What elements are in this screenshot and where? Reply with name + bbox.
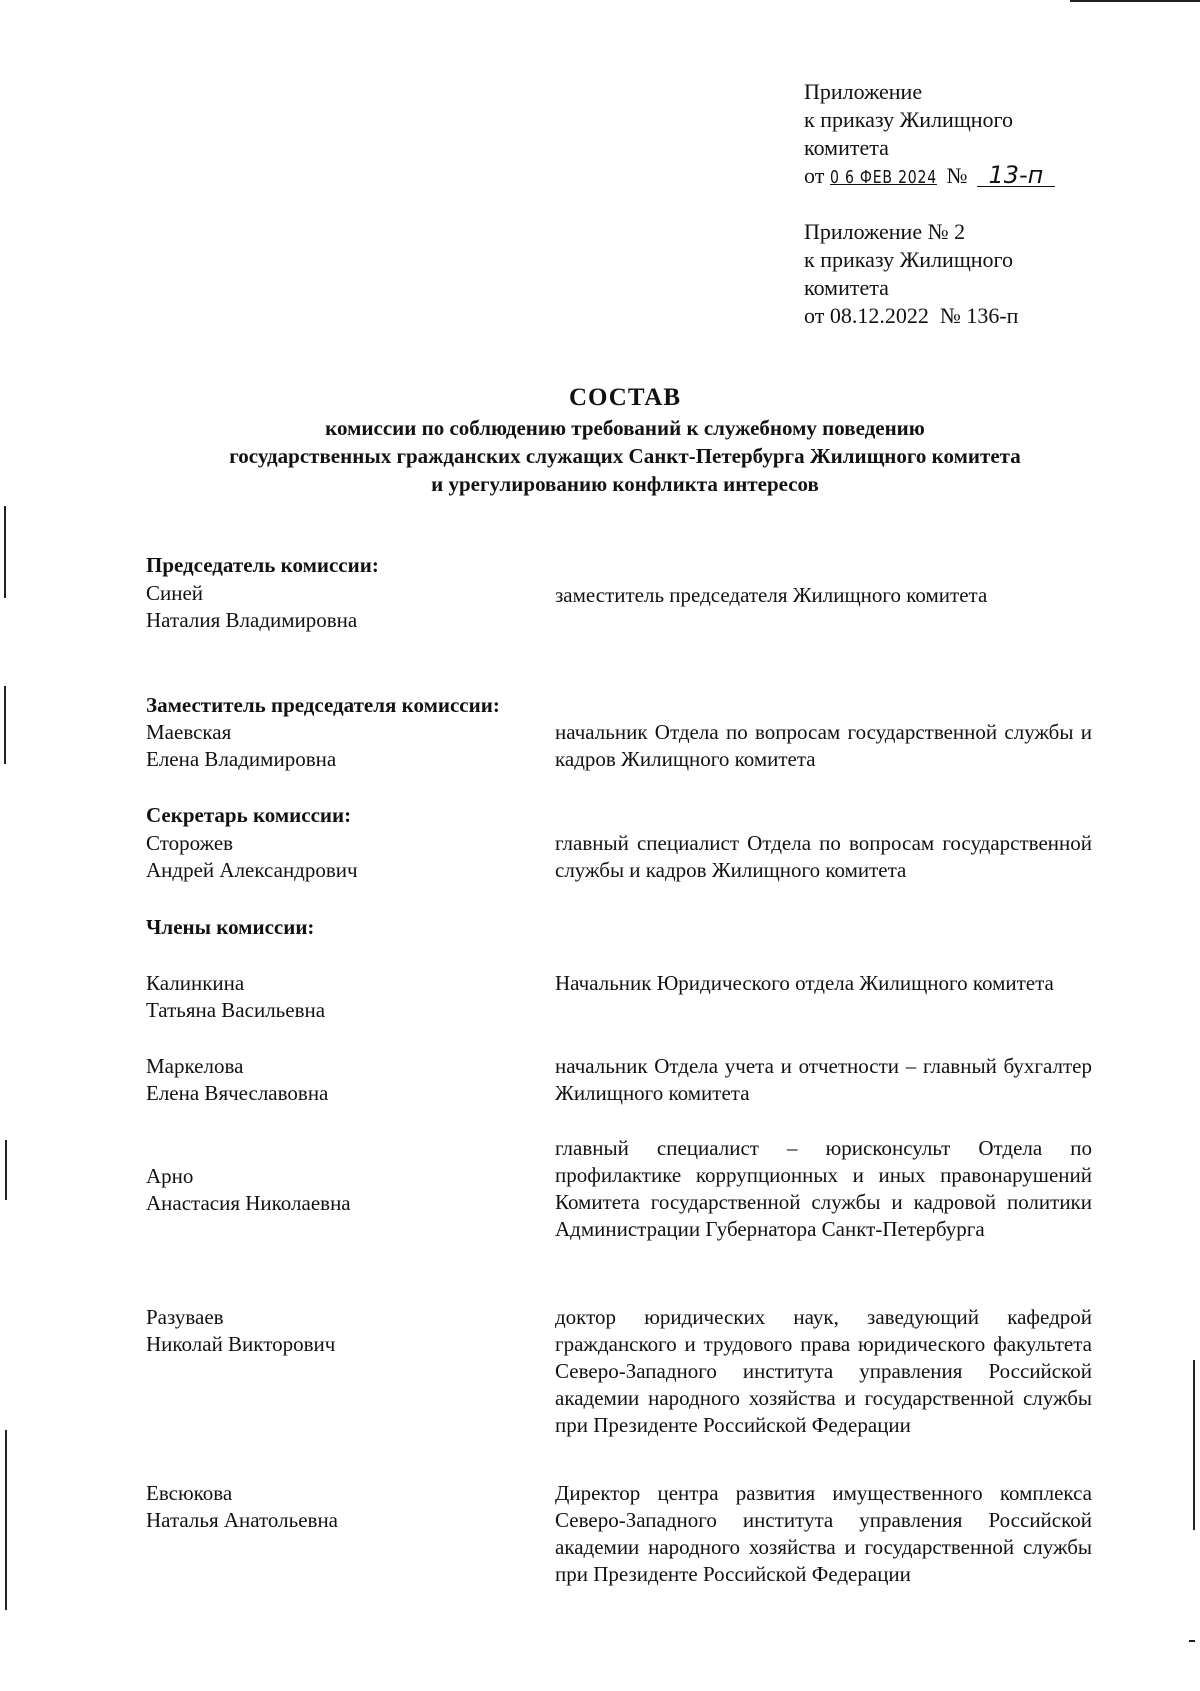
member-name (146, 1053, 328, 1107)
member-given-name: Елена Владимировна (146, 747, 337, 771)
member-surname: Синей (146, 581, 204, 605)
appendix-line: комитета (804, 275, 889, 300)
date-prefix: от (804, 163, 825, 188)
appendix-line: к приказу Жилищного (804, 247, 1014, 272)
handwritten-order-number: 13-п (977, 164, 1055, 187)
member-given-name: Андрей Александрович (146, 858, 358, 882)
order-date-line (804, 162, 1055, 192)
member-given-name: Елена Вячеславовна (146, 1081, 329, 1105)
member-given-name: Татьяна Васильевна (146, 998, 326, 1022)
scan-edge-mark (5, 1430, 7, 1610)
member-position: начальник Отдела учета и отчетности – главный бухгалтер Жилищного комитета (555, 1054, 1092, 1105)
member-name (146, 830, 358, 884)
appendix-line: комитета (804, 135, 889, 160)
subtitle-line: комиссии по соблюдению требований к служебному поведению (325, 416, 925, 440)
appendix2-header (804, 218, 1018, 330)
member-surname: Разуваев (146, 1305, 224, 1329)
member-position: начальник Отдела по вопросам государственной службы и кадров Жилищного комитета (555, 720, 1092, 771)
member-name (146, 1480, 338, 1534)
member-position: главный специалист – юрисконсульт Отдела по профилактике коррупционных и иных правонарушений Комитета государственной службы и кадровой политики Администрации Губернатора Санкт-Петербурга (555, 1136, 1092, 1241)
member-given-name: Наталия Владимировна (146, 608, 358, 632)
scan-edge-mark (1070, 0, 1200, 2)
member-surname: Евсюкова (146, 1481, 233, 1505)
member-name (146, 1304, 335, 1358)
member-position: заместитель председателя Жилищного комитета (555, 583, 988, 607)
member-surname: Маркелова (146, 1054, 244, 1078)
scan-edge-mark (1193, 1360, 1195, 1530)
member-position: Директор центра развития имущественного комплекса Северо-Западного института управления Российской академии народного хозяйства и государственной службы при Президенте Российской Федерации (555, 1481, 1092, 1586)
appendix-line: Приложение № 2 (804, 219, 966, 244)
member-surname: Маевская (146, 720, 232, 744)
member-surname: Калинкина (146, 971, 245, 995)
member-position: доктор юридических наук, заведующий кафедрой гражданского и трудового права юридического факультета Северо-Западного института управления Российской академии народного хозяйства и государственной службы при Президенте Российской Федерации (555, 1305, 1092, 1437)
stamped-date: 0 6 ФЕВ 2024 (829, 167, 937, 188)
member-position: Начальник Юридического отдела Жилищного комитета (555, 971, 1054, 995)
member-name (146, 970, 325, 1024)
member-given-name: Анастасия Николаевна (146, 1191, 351, 1215)
chair-label: Председатель комиссии: (146, 553, 379, 577)
scan-edge-mark (4, 686, 6, 764)
member-surname: Арно (146, 1164, 194, 1188)
scan-edge-mark (4, 506, 6, 598)
member-given-name: Наталья Анатольевна (146, 1508, 339, 1532)
subtitle-line: и урегулированию конфликта интересов (431, 472, 819, 496)
appendix-line: от 08.12.2022 № 136-п (804, 303, 1019, 328)
subtitle-line: государственных гражданских служащих Санкт-Петербурга Жилищного комитета (229, 444, 1021, 468)
member-position: главный специалист Отдела по вопросам государственной службы и кадров Жилищного комитета (555, 831, 1092, 882)
appendix-line: Приложение (804, 79, 923, 104)
member-name (146, 580, 357, 634)
document-subtitle (0, 414, 1200, 498)
members-label: Члены комиссии: (146, 915, 315, 939)
secretary-label: Секретарь комиссии: (146, 803, 352, 827)
appendix-line: к приказу Жилищного (804, 107, 1014, 132)
scan-edge-mark (5, 1140, 7, 1200)
member-name (146, 1163, 351, 1217)
scan-edge-mark (1189, 1640, 1195, 1642)
document-title: СОСТАВ (568, 384, 682, 411)
member-name (146, 719, 336, 773)
member-given-name: Николай Викторович (146, 1332, 336, 1356)
member-surname: Сторожев (146, 831, 234, 855)
deputy-label: Заместитель председателя комиссии: (146, 693, 500, 717)
number-sign: № (946, 163, 968, 188)
appendix-header (804, 78, 1055, 192)
